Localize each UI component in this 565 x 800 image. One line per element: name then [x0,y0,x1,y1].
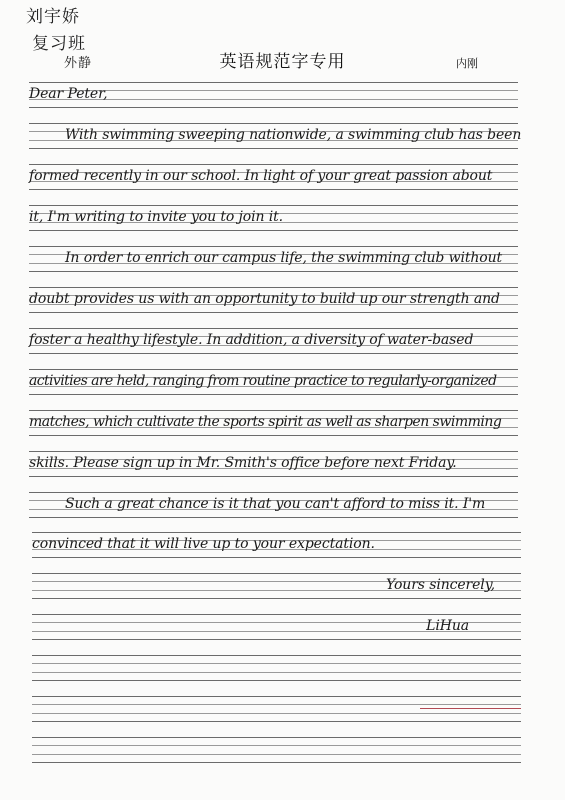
body-line: skills. Please sign up in Mr. Smith's office before next Friday. [29,455,457,471]
writing-line [32,655,521,681]
writing-line [29,369,518,395]
salutation: Dear Peter, [29,86,108,102]
writing-line [32,696,521,722]
writing-line [29,123,522,149]
closing: Yours sincerely, [386,577,495,593]
student-name: 刘宇娇 [26,7,80,27]
body-line: Such a great chance is it that you can't afford to miss it. I'm [65,496,486,512]
writing-line [29,328,518,354]
signature: LiHua [426,618,469,634]
writing-line [29,287,518,313]
body-line: activities are held, ranging from routine practice to regularly-organized [29,373,497,389]
page-title: 英语规范字专用 [219,52,346,72]
writing-line [29,164,518,190]
body-line: doubt provides us with an opportunity to build up our strength and [29,291,500,307]
body-line: convinced that it will live up to your expectation. [32,536,375,552]
writing-line [29,492,518,518]
brand-mark: 内刚 [456,57,478,70]
writing-line [32,737,521,763]
body-line: In order to enrich our campus life, the swimming club without [65,250,503,266]
body-line: it, I'm writing to invite you to join it. [29,209,284,225]
writing-line [29,246,518,272]
pen-stroke [420,708,521,709]
class-name: 复习班 [32,34,86,54]
writing-line [29,82,518,108]
writing-line [32,614,521,640]
writing-line [29,451,518,477]
body-line: matches, which cultivate the sports spirit as well as sharpen swimming [29,414,502,430]
body-line: With swimming sweeping nationwide, a swimming club has been [65,127,522,143]
writing-line [32,573,521,599]
body-line: formed recently in our school. In light of your great passion about [29,168,493,184]
writing-line [29,410,518,436]
body-line: foster a healthy lifestyle. In addition, a diversity of water-based [29,332,474,348]
writing-line [32,532,521,558]
class-note: 外静 [64,56,93,71]
writing-line [29,205,518,231]
